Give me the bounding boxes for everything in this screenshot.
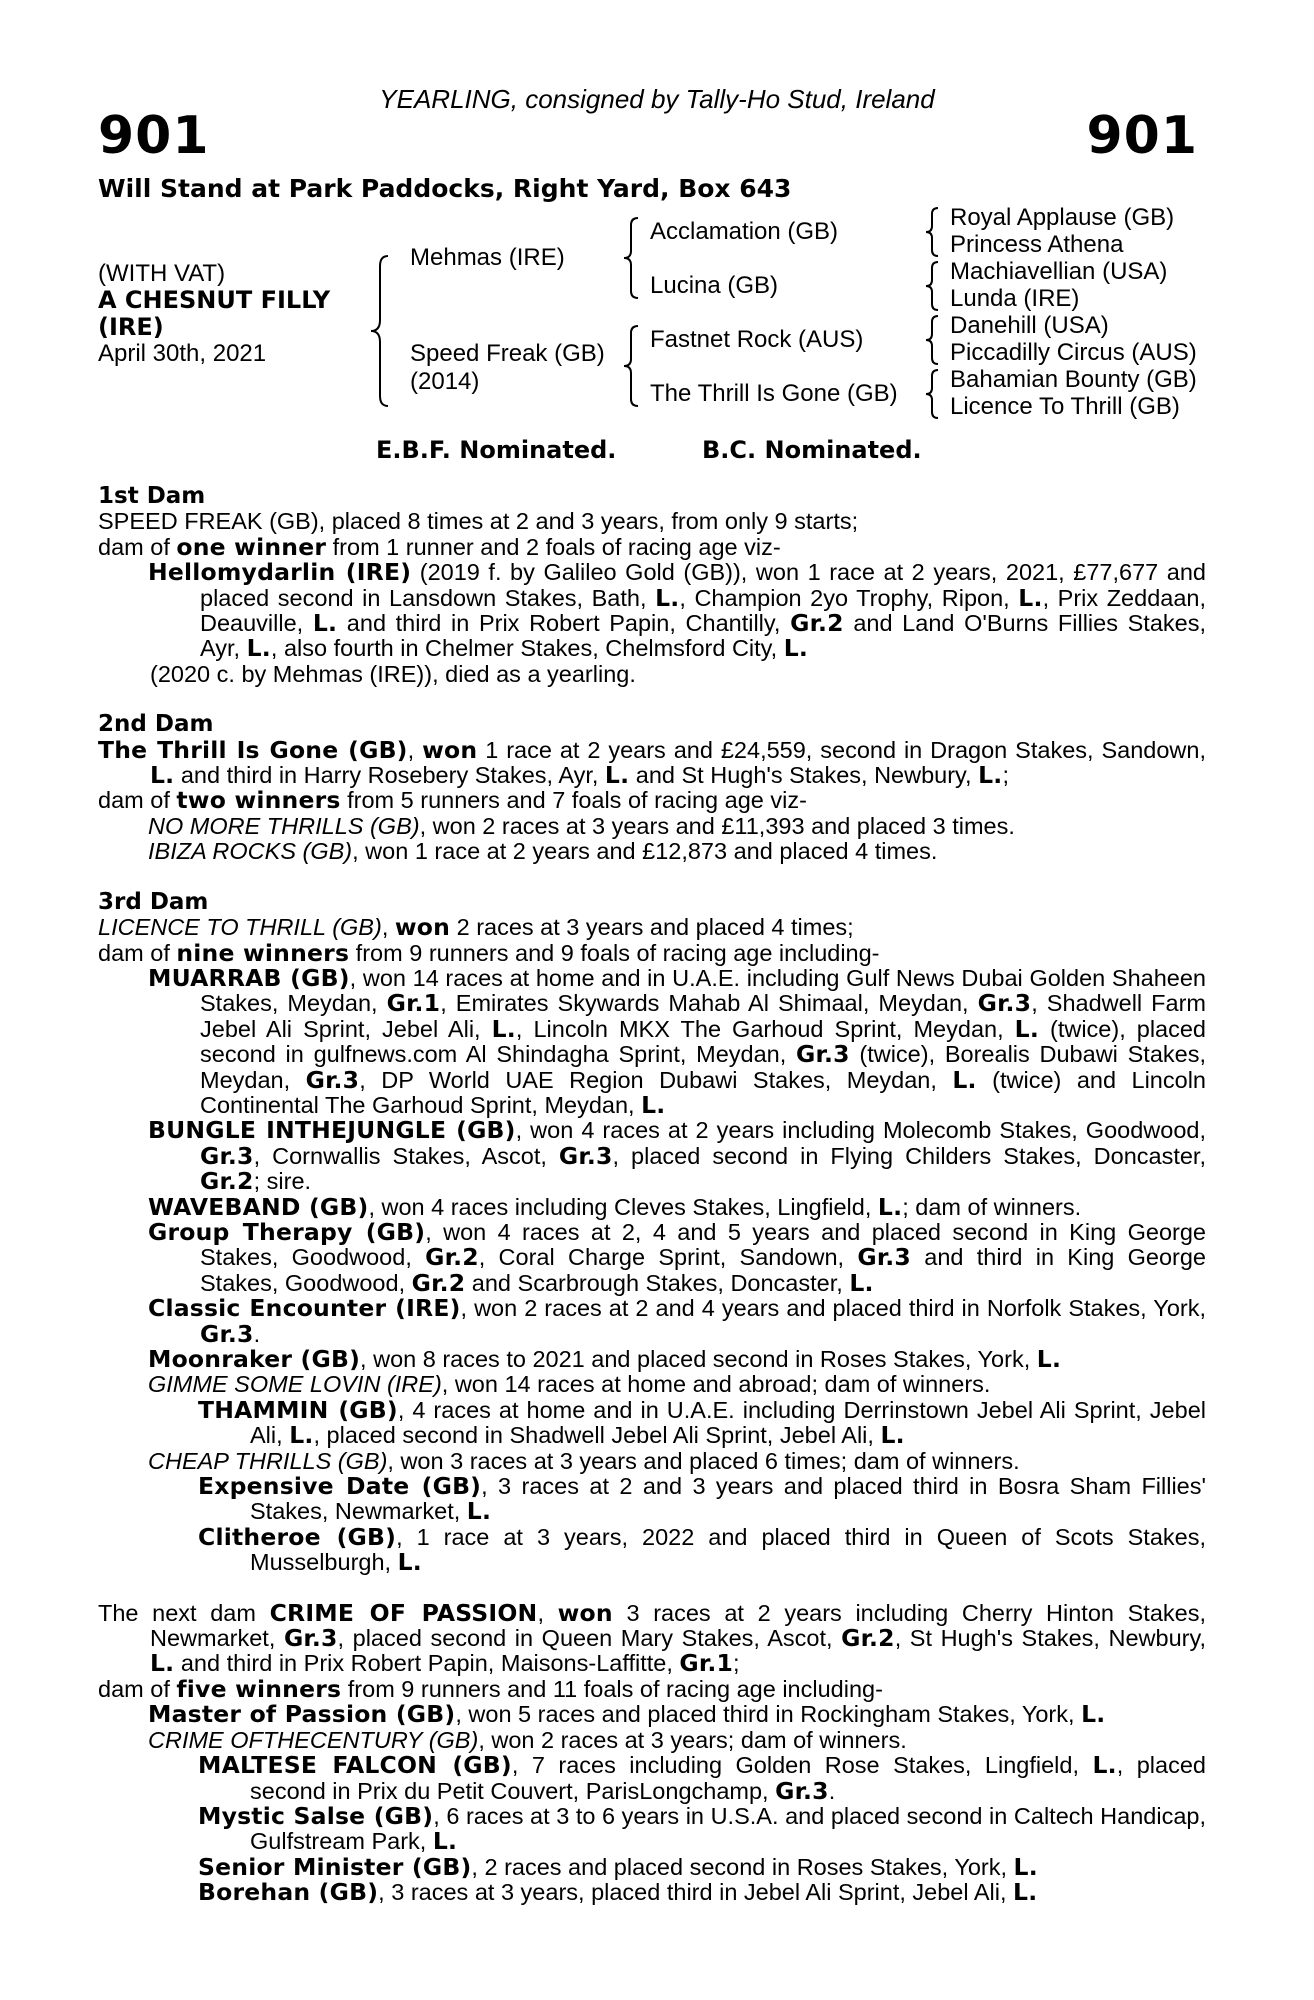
progeny-cheap-thrills: CHEAP THRILLS (GB), won 3 races at 3 years and placed 6 times; dam of winners.	[148, 1447, 1020, 1474]
progeny-no-more-thrills: NO MORE THRILLS (GB), won 2 races at 3 years and £11,393 and placed 3 times.	[148, 812, 1015, 839]
horse-name-line2: (IRE)	[98, 313, 164, 341]
g3-lunda: Lunda (IRE)	[950, 285, 1080, 312]
g3-royal-applause: Royal Applause (GB)	[950, 204, 1175, 231]
g3-bahamian-bounty: Bahamian Bounty (GB)	[950, 366, 1197, 393]
progeny-master-of-passion: Master of Passion (GB), won 5 races and placed third in Rockingham Stakes, York, L.	[148, 1700, 1106, 1729]
progeny-classic-encounter: Classic Encounter (IRE), won 2 races at 2 and 4 years and placed third in Norfolk Stakes, York, Gr.3.	[148, 1294, 1206, 1348]
sire-name: Mehmas (IRE)	[410, 244, 565, 271]
progeny-waveband: WAVEBAND (GB), won 4 races including Cleves Stakes, Lingfield, L.; dam of winners.	[148, 1192, 1082, 1221]
g3-machiavellian: Machiavellian (USA)	[950, 258, 1168, 285]
consignment-line: YEARLING, consigned by Tally-Ho Stud, Ireland	[379, 84, 935, 114]
progeny-crime-ofthecentury: CRIME OFTHECENTURY (GB), won 2 races at 3 years; dam of winners.	[148, 1726, 907, 1753]
progeny-2020-colt: (2020 c. by Mehmas (IRE)), died as a yearling.	[150, 660, 636, 687]
progeny-moonraker: Moonraker (GB), won 8 races to 2021 and placed second in Roses Stakes, York, L.	[148, 1345, 1062, 1373]
pedigree-brace-g4	[924, 368, 940, 420]
progeny-borehan: Borehan (GB), 3 races at 3 years, placed third in Jebel Ali Sprint, Jebel Ali, L.	[198, 1878, 1038, 1907]
dam-sire: Fastnet Rock (AUS)	[650, 326, 864, 353]
dam-name: Speed Freak (GB)	[410, 340, 605, 367]
progeny-ibiza-rocks: IBIZA ROCKS (GB), won 1 race at 2 years and £12,873 and placed 4 times.	[148, 838, 938, 865]
ebf-nominated: E.B.F. Nominated.	[376, 436, 617, 464]
pedigree-brace-g1	[924, 206, 940, 258]
vat-note: (WITH VAT)	[98, 260, 226, 287]
g3-princess-athena: Princess Athena	[950, 231, 1124, 258]
standing-location: Will Stand at Park Paddocks, Right Yard, Box 643	[98, 174, 792, 203]
second-dam-heading: 2nd Dam	[98, 711, 214, 738]
horse-name-line1: A CHESNUT FILLY	[98, 286, 331, 314]
second-dam-line: The Thrill Is Gone (GB), won 1 race at 2 years and £24,559, second in Dragon Stakes, Sandown, L. and third in Harry Rosebery Stakes, Ayr, L. and St Hugh's Stakes, Newbury, L.;	[98, 735, 1206, 790]
progeny-clitheroe: Clitheroe (GB), 1 race at 3 years, 2022 and placed third in Queen of Scots Stakes, Musselburgh, L.	[198, 1522, 1206, 1577]
progeny-group-therapy: Group Therapy (GB), won 4 races at 2, 4 and 5 years and placed second in King George Stakes, Goodwood, Gr.2, Coral Charge Sprint, Sandown, Gr.3 and third in King George Stakes, Goodwood, Gr.2 and Scarbrough Stakes, Doncaster, L.	[148, 1217, 1206, 1297]
sire-sire: Acclamation (GB)	[650, 218, 839, 245]
pedigree-brace-sire	[622, 216, 640, 300]
progeny-muarrab: MUARRAB (GB), won 14 races at home and in U.A.E. including Gulf News Dubai Golden Shaheen Stakes, Meydan, Gr.1, Emirates Skywards Mahab Al Shimaal, Meydan, Gr.3, Shadwell Farm Jebel Ali Sprint, Jebel Ali, L., Lincoln MKX The Garhoud Sprint, Meydan, L. (twice), placed second in gulfnews.com Al Shindagha Sprint, Meydan, Gr.3 (twice), Borealis Dubawi Stakes, Meydan, Gr.3, DP World UAE Region Dubawi Stakes, Meydan, L. (twice) and Lincoln Continental The Garhoud Sprint, Meydan, L.	[148, 963, 1207, 1119]
first-dam-line: SPEED FREAK (GB), placed 8 times at 2 and 3 years, from only 9 starts;	[98, 508, 859, 535]
bc-nominated: B.C. Nominated.	[702, 436, 922, 464]
lot-number-right: 901	[1086, 106, 1198, 166]
dam-year: (2014)	[410, 368, 480, 395]
first-dam-heading: 1st Dam	[98, 483, 206, 509]
pedigree-brace-dam	[622, 324, 640, 408]
pedigree-brace-main	[368, 254, 390, 408]
progeny-hellomydarlin: Hellomydarlin (IRE) (2019 f. by Galileo Gold (GB)), won 1 race at 2 years, 2021, £77,677 and placed second in Lansdown Stakes, Bath, L., Champion 2yo Trophy, Ripon, L., Prix Zeddaan, Deauville, L. and third in Prix Robert Papin, Chantilly, Gr.2 and Land O'Burns Fillies Stakes, Ayr, L., also fourth in Chelmer Stakes, Chelmsford City, L.	[148, 558, 1206, 663]
progeny-mystic-salse: Mystic Salse (GB), 6 races at 3 to 6 years in U.S.A. and placed second in Caltech Handicap, Gulfstream Park, L.	[198, 1801, 1206, 1856]
progeny-gimme-some-lovin: GIMME SOME LOVIN (IRE), won 14 races at home and abroad; dam of winners.	[148, 1371, 991, 1398]
sire-dam: Lucina (GB)	[650, 272, 779, 299]
progeny-thammin: THAMMIN (GB), 4 races at home and in U.A.E. including Derrinstown Jebel Ali Sprint, Jebel Ali, L., placed second in Shadwell Jebel Ali Sprint, Jebel Ali, L.	[198, 1395, 1206, 1450]
third-dam-heading: 3rd Dam	[98, 888, 209, 915]
progeny-maltese-falcon: MALTESE FALCON (GB), 7 races including Golden Rose Stakes, Lingfield, L., placed second in Prix du Petit Couvert, ParisLongchamp, Gr.3.	[198, 1751, 1206, 1805]
g3-piccadilly-circus: Piccadilly Circus (AUS)	[950, 339, 1197, 366]
progeny-bungle-inthejungle: BUNGLE INTHEJUNGLE (GB), won 4 races at 2 years including Molecomb Stakes, Goodwood, Gr.3, Cornwallis Stakes, Ascot, Gr.3, placed second in Flying Childers Stakes, Doncaster, Gr.2; sire.	[148, 1116, 1207, 1196]
foaling-date: April 30th, 2021	[98, 340, 267, 367]
catalogue-text	[98, 484, 1206, 1906]
g3-licence-to-thrill: Licence To Thrill (GB)	[950, 393, 1180, 420]
dam-dam: The Thrill Is Gone (GB)	[650, 380, 898, 407]
next-dam-dam-of: dam of five winners from 9 runners and 11 foals of racing age including-	[98, 1674, 883, 1703]
lot-number-left: 901	[98, 106, 210, 166]
progeny-senior-minister: Senior Minister (GB), 2 races and placed second in Roses Stakes, York, L.	[198, 1852, 1038, 1881]
next-dam-line: The next dam CRIME OF PASSION, won 3 races at 2 years including Cherry Hinton Stakes, Newmarket, Gr.3, placed second in Queen Mary Stakes, Ascot, Gr.2, St Hugh's Stakes, Newbury, L. and third in Prix Robert Papin, Maisons-Laffitte, Gr.1;	[98, 1598, 1207, 1678]
g3-danehill: Danehill (USA)	[950, 312, 1109, 339]
third-dam-line: LICENCE TO THRILL (GB), won 2 races at 3 years and placed 4 times;	[98, 913, 854, 942]
first-dam-dam-of: dam of one winner from 1 runner and 2 foals of racing age viz-	[98, 532, 781, 561]
second-dam-dam-of: dam of two winners from 5 runners and 7 foals of racing age viz-	[98, 786, 807, 815]
pedigree-brace-g2	[924, 260, 940, 312]
third-dam-dam-of: dam of nine winners from 9 runners and 9 foals of racing age including-	[98, 938, 880, 967]
pedigree-brace-g3	[924, 314, 940, 366]
progeny-expensive-date: Expensive Date (GB), 3 races at 2 and 3 years and placed third in Bosra Sham Fillies' Stakes, Newmarket, L.	[198, 1472, 1206, 1526]
